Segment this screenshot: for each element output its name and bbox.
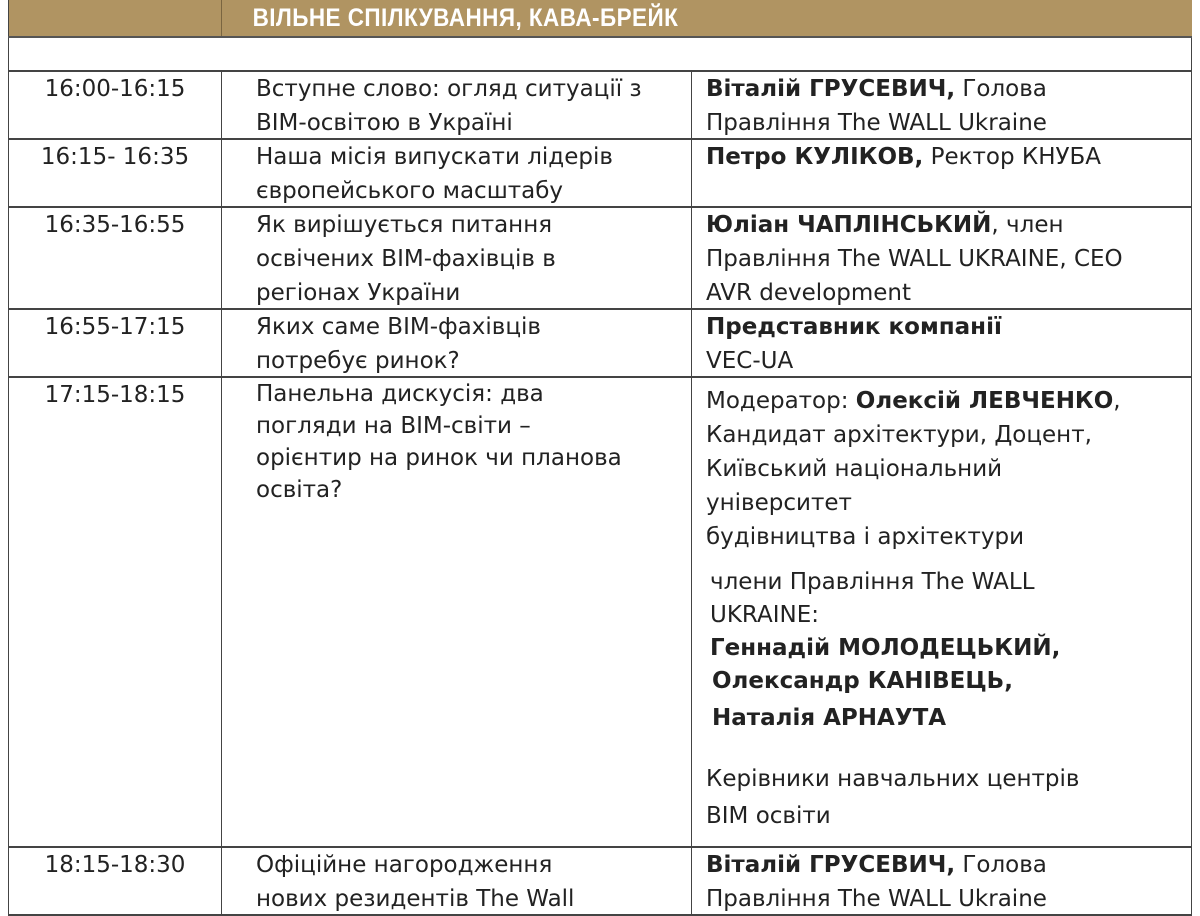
speaker-name: Віталій ГРУСЕВИЧ,	[706, 76, 956, 102]
time-cell: 16:15- 16:35	[8, 140, 222, 206]
speaker-name: Юліан ЧАПЛІНСЬКИЙ	[706, 212, 992, 238]
moderator-info: Київський національний	[706, 456, 1003, 482]
heads-line: BIM освіти	[706, 803, 831, 829]
section-header	[8, 0, 1192, 38]
members-label: UKRAINE:	[710, 602, 819, 628]
topic-line: нових резидентів The Wall	[256, 886, 575, 912]
topic-line: Офіційне нагородження	[256, 852, 553, 878]
speaker-name: Представник компанії	[706, 314, 1002, 340]
speaker-role: Голова	[962, 852, 1047, 878]
topic-line: регіонах України	[256, 280, 461, 306]
topic-line: Наша місія випускати лідерів	[256, 144, 613, 170]
moderator-info: університет	[706, 490, 852, 516]
topic-line: BIM-освітою в Україні	[256, 110, 513, 136]
speaker-role: , член	[991, 212, 1064, 238]
header-spacer	[8, 0, 222, 36]
table-row	[8, 72, 1192, 140]
moderator-info: Кандидат архітектури, Доцент,	[706, 422, 1092, 448]
speaker-cell	[692, 72, 1192, 138]
section-title: ВІЛЬНЕ СПІЛКУВАННЯ, КАВА-БРЕЙК	[252, 4, 679, 32]
topic-line: Як вирішується питання	[256, 212, 553, 238]
speaker-name: Петро КУЛІКОВ,	[706, 144, 924, 170]
topic-cell	[222, 310, 692, 376]
member-name: Наталія АРНАУТА	[712, 705, 947, 731]
table-row	[8, 140, 1192, 208]
speaker-role: AVR development	[706, 280, 912, 306]
topic-cell	[222, 848, 692, 914]
empty-row	[8, 38, 1192, 72]
speaker-role: Правління The WALL UKRAINE, CEO	[706, 246, 1123, 272]
topic-cell	[222, 208, 692, 308]
time-cell: 17:15-18:15	[8, 378, 222, 846]
punctuation: ,	[1113, 388, 1121, 414]
time-cell: 18:15-18:30	[8, 848, 222, 914]
table-row	[8, 378, 1192, 848]
topic-line: Вступне слово: огляд ситуації з	[256, 76, 642, 102]
topic-line: європейського масштабу	[256, 178, 564, 204]
topic-cell	[222, 378, 692, 846]
topic-line: Яких саме BIM-фахівців	[256, 314, 541, 340]
moderator-label: Модератор:	[706, 388, 856, 414]
topic-line: погляди на BIM-світи –	[256, 413, 531, 439]
speaker-cell	[692, 140, 1192, 206]
moderator-name: Олексій ЛЕВЧЕНКО	[855, 388, 1114, 414]
table-row	[8, 310, 1192, 378]
time-cell: 16:55-17:15	[8, 310, 222, 376]
heads-line: Керівники навчальних центрів	[706, 766, 1080, 792]
topic-line: освіта?	[256, 477, 343, 503]
speaker-cell	[692, 208, 1192, 308]
speaker-role: Ректор КНУБА	[930, 144, 1102, 170]
topic-line: потребує ринок?	[256, 348, 460, 374]
member-name: Олександр КАНІВЕЦЬ,	[712, 668, 1013, 694]
table-row	[8, 208, 1192, 310]
speaker-company: VEC-UA	[706, 348, 794, 374]
member-name: Геннадій МОЛОДЕЦЬКИЙ,	[710, 635, 1061, 661]
topic-line: орієнтир на ринок чи планова	[256, 445, 622, 471]
agenda-table	[8, 0, 1192, 916]
topic-cell	[222, 140, 692, 206]
topic-line: освічених BIM-фахівців в	[256, 246, 556, 272]
topic-line: Панельна дискусія: два	[256, 381, 544, 407]
speaker-cell	[692, 378, 1192, 846]
moderator-info: будівництва і архітектури	[706, 524, 1025, 550]
time-cell: 16:00-16:15	[8, 72, 222, 138]
time-cell: 16:35-16:55	[8, 208, 222, 308]
speaker-role: Голова	[962, 76, 1047, 102]
speaker-role: Правління The WALL Ukraine	[706, 110, 1047, 136]
speaker-name: Віталій ГРУСЕВИЧ,	[706, 852, 956, 878]
speaker-cell	[692, 310, 1192, 376]
speaker-role: Правління The WALL Ukraine	[706, 886, 1047, 912]
table-row	[8, 848, 1192, 916]
members-label: члени Правління The WALL	[710, 569, 1035, 595]
topic-cell	[222, 72, 692, 138]
speaker-cell	[692, 848, 1192, 914]
